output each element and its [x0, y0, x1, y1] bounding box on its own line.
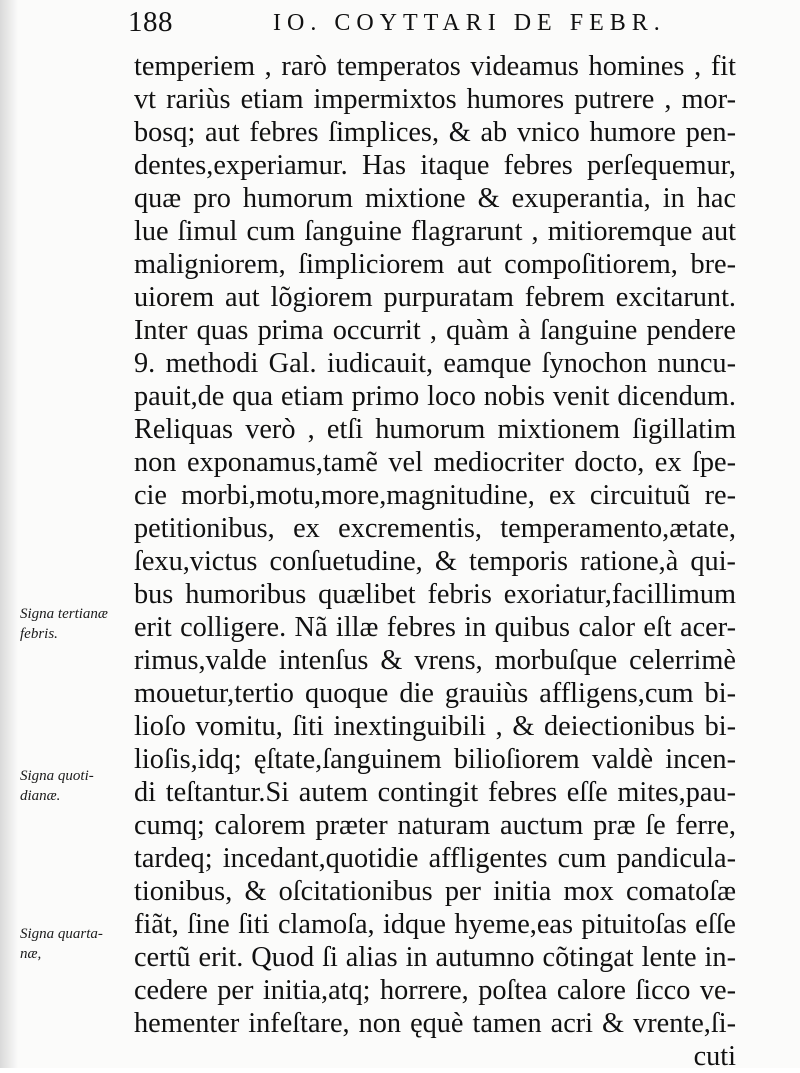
text-line: cedere per initia,atq; horrere, poſtea calore ſicco ve- [134, 975, 736, 1006]
text-line: mouetur,tertio quoque die grauiùs affligens,cum bi- [134, 678, 736, 709]
text-line: bosq; aut febres ſimplices, & ab vnico humore pen- [134, 117, 736, 148]
page-number: 188 [128, 6, 173, 38]
margin-note-quotidian [20, 766, 128, 806]
text-line: quæ pro humorum mixtione & exuperantia, in hac [134, 183, 736, 214]
page-gutter-shadow [0, 0, 18, 1068]
text-line: rimus,valde intenſus & vrens, morbuſque celerrimè [134, 645, 736, 676]
margin-note-line: Signa tertianæ [20, 606, 108, 622]
text-line: Inter quas prima occurrit , quàm à ſanguine pendere [134, 315, 736, 346]
text-line: erit colligere. Nã illæ febres in quibus calor eſt acer- [134, 612, 736, 643]
margin-note-quartan [20, 924, 128, 964]
text-line: ſexu,victus conſuetudine, & temporis ratione,à qui- [134, 546, 736, 577]
body-text [134, 50, 736, 1073]
running-title: IO. COYTTARI DE FEBR. [273, 10, 666, 36]
running-head [128, 4, 738, 40]
margin-note-line: Signa quarta- [20, 926, 103, 942]
text-line: lioſis,idq; ęſtate,ſanguinem bilioſiorem valdè incen- [134, 744, 736, 775]
text-line: bus humoribus quælibet febris exoriatur,facillimum [134, 579, 736, 610]
text-line: pauit,de qua etiam primo loco nobis venit dicendum. [134, 381, 736, 412]
text-line: uiorem aut lõgiorem purpuratam febrem excitarunt. [134, 282, 736, 313]
margin-note-tertian [20, 604, 128, 644]
text-line: cumq; calorem præter naturam auctum præ ſe ferre, [134, 810, 736, 841]
text-line: lue ſimul cum ſanguine flagrarunt , mitioremque aut [134, 216, 736, 247]
text-line: tionibus, & oſcitationibus per initia mox comatoſæ [134, 876, 736, 907]
margin-note-line: febris. [20, 626, 58, 642]
text-line: hementer infeſtare, non ęquè tamen acri & vrente,ſi- [134, 1008, 736, 1039]
text-line: 9. methodi Gal. iudicauit, eamque ſynochon nuncu- [134, 348, 736, 379]
margin-note-line: Signa quoti- [20, 768, 94, 784]
text-line: petitionibus, ex excrementis, temperamento,ætate, [134, 513, 736, 544]
margin-note-line: dianæ. [20, 788, 61, 804]
text-line: certũ erit. Quod ſi alias in autumno cõtingat lente in- [134, 942, 736, 973]
text-line: lioſo vomitu, ſiti inextinguibili , & deiectionibus bi- [134, 711, 736, 742]
text-line: dentes,experiamur. Has itaque febres perſequemur, [134, 150, 736, 181]
text-line: cuti [693, 1041, 736, 1072]
text-line: cie morbi,motu,more,magnitudine, ex circuituũ re- [134, 480, 736, 511]
text-line: tardeq; incedant,quotidie affligentes cum pandicula- [134, 843, 736, 874]
text-line: Reliquas verò , etſi humorum mixtionem ſigillatim [134, 414, 736, 445]
text-line: di teſtantur.Si autem contingit febres eſſe mites,pau- [134, 777, 736, 808]
margin-note-line: næ, [20, 946, 42, 962]
text-line: vt rariùs etiam impermixtos humores putrere , mor- [134, 84, 736, 115]
text-line: non exponamus,tamẽ vel mediocriter docto, ex ſpe- [134, 447, 736, 478]
text-line: temperiem , rarò temperatos videamus homines , fit [134, 51, 736, 82]
text-line: maligniorem, ſimpliciorem aut compoſitiorem, bre- [134, 249, 736, 280]
text-line: fiãt, ſine ſiti clamoſa, idque hyeme,eas pituitoſas eſſe [134, 909, 736, 940]
